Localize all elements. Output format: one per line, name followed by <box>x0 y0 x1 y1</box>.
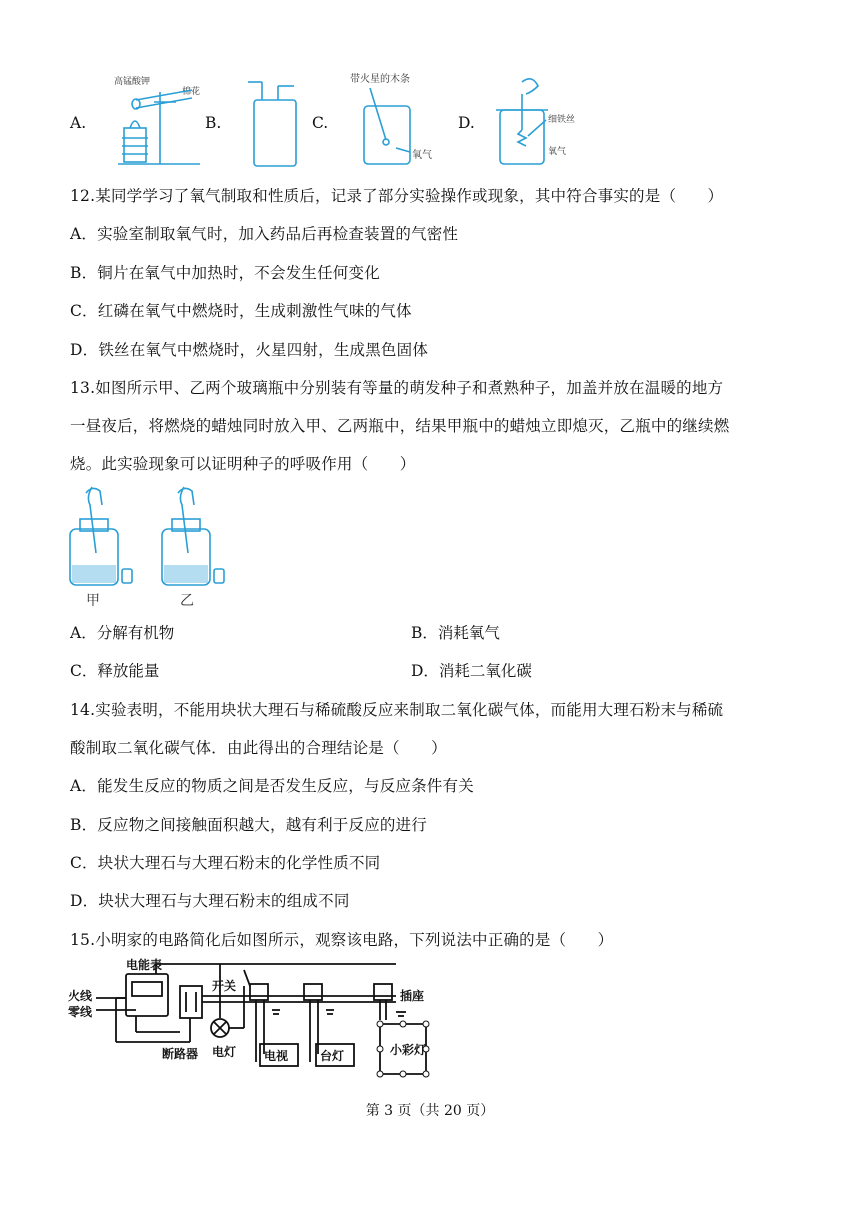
q11-figure-a-label-cotton: 棉花 <box>182 87 201 97</box>
page-footer: 第 3 页（共 20 页） <box>365 1103 495 1119</box>
q15-label-socket: 插座 <box>400 989 425 1003</box>
q12-option-c: C．红磷在氧气中燃烧时，生成刺激性气味的气体 <box>70 302 412 320</box>
q11-figure-c <box>340 68 450 168</box>
q13-option-b: B．消耗氧气 <box>411 624 500 642</box>
q11-option-b-label: B. <box>205 114 222 132</box>
q15-circuit-figure <box>66 958 446 1086</box>
q12-stem: 12.某同学学习了氧气制取和性质后，记录了部分实验操作或现象，其中符合事实的是（ ） <box>70 187 724 205</box>
q11-option-a-label: A. <box>70 114 87 132</box>
q11-figure-c-label-splint: 带火星的木条 <box>350 74 410 85</box>
q13-figure-label-jia: 甲 <box>86 593 100 609</box>
q13-stem-line-3: 烧。此实验现象可以证明种子的呼吸作用（ ） <box>70 455 416 473</box>
q15-label-switch: 开关 <box>212 979 237 993</box>
q14-stem-line-1: 14.实验表明，不能用块状大理石与稀硫酸反应来制取二氧化碳气体，而能用大理石粉末与稀硫 <box>70 701 724 719</box>
q14-option-a: A．能发生反应的物质之间是否发生反应，与反应条件有关 <box>70 777 474 795</box>
q12-option-b: B．铜片在氧气中加热时，不会发生任何变化 <box>70 264 380 282</box>
q14-option-b: B．反应物之间接触面积越大，越有利于反应的进行 <box>70 816 427 834</box>
q11-figure-c-label-oxygen: 氧气 <box>412 150 432 161</box>
q15-stem: 15.小明家的电路简化后如图所示，观察该电路，下列说法中正确的是（ ） <box>70 931 614 949</box>
q13-figure-label-yi: 乙 <box>180 593 194 609</box>
q14-stem-line-2: 酸制取二氧化碳气体．由此得出的合理结论是（ ） <box>70 739 447 757</box>
q14-option-c: C．块状大理石与大理石粉末的化学性质不同 <box>70 854 381 872</box>
q13-option-c: C．释放能量 <box>70 662 160 680</box>
q11-figure-a <box>100 72 210 172</box>
q11-figure-d-label-oxygen: 氧气 <box>548 147 567 157</box>
q12-option-a: A．实验室制取氧气时，加入药品后再检查装置的气密性 <box>70 225 459 243</box>
q14-option-d: D．块状大理石与大理石粉末的组成不同 <box>70 892 350 910</box>
q13-option-a: A．分解有机物 <box>70 624 175 642</box>
q13-stem-line-2: 一昼夜后，将燃烧的蜡烛同时放入甲、乙两瓶中，结果甲瓶中的蜡烛立即熄灭，乙瓶中的继续燃 <box>70 417 730 435</box>
q11-figure-d-label-wire: 细铁丝 <box>548 115 576 125</box>
q15-label-desk-lamp: 台灯 <box>320 1049 345 1063</box>
q13-stem-line-1: 13.如图所示甲、乙两个玻璃瓶中分别装有等量的萌发种子和煮熟种子，加盖并放在温暖的地方 <box>70 379 724 397</box>
q15-label-meter: 电能表 <box>126 958 163 972</box>
q15-label-neutral: 零线 <box>68 1005 93 1019</box>
q15-label-live: 火线 <box>68 989 93 1003</box>
q12-option-d: D．铁丝在氧气中燃烧时，火星四射，生成黑色固体 <box>70 341 429 359</box>
q11-option-c-label: C. <box>312 114 329 132</box>
q11-figure-d <box>488 72 598 168</box>
q13-figure <box>62 483 242 609</box>
q11-figure-b <box>240 78 300 170</box>
q15-label-breaker: 断路器 <box>162 1047 199 1061</box>
q15-label-small-lights: 小彩灯 <box>390 1043 427 1057</box>
q15-label-tv: 电视 <box>264 1049 289 1063</box>
q15-label-lamp: 电灯 <box>212 1045 237 1059</box>
q11-figure-a-label-kmno4: 高锰酸钾 <box>114 77 151 87</box>
q13-option-d: D．消耗二氧化碳 <box>411 662 532 680</box>
q11-option-d-label: D. <box>458 114 475 132</box>
